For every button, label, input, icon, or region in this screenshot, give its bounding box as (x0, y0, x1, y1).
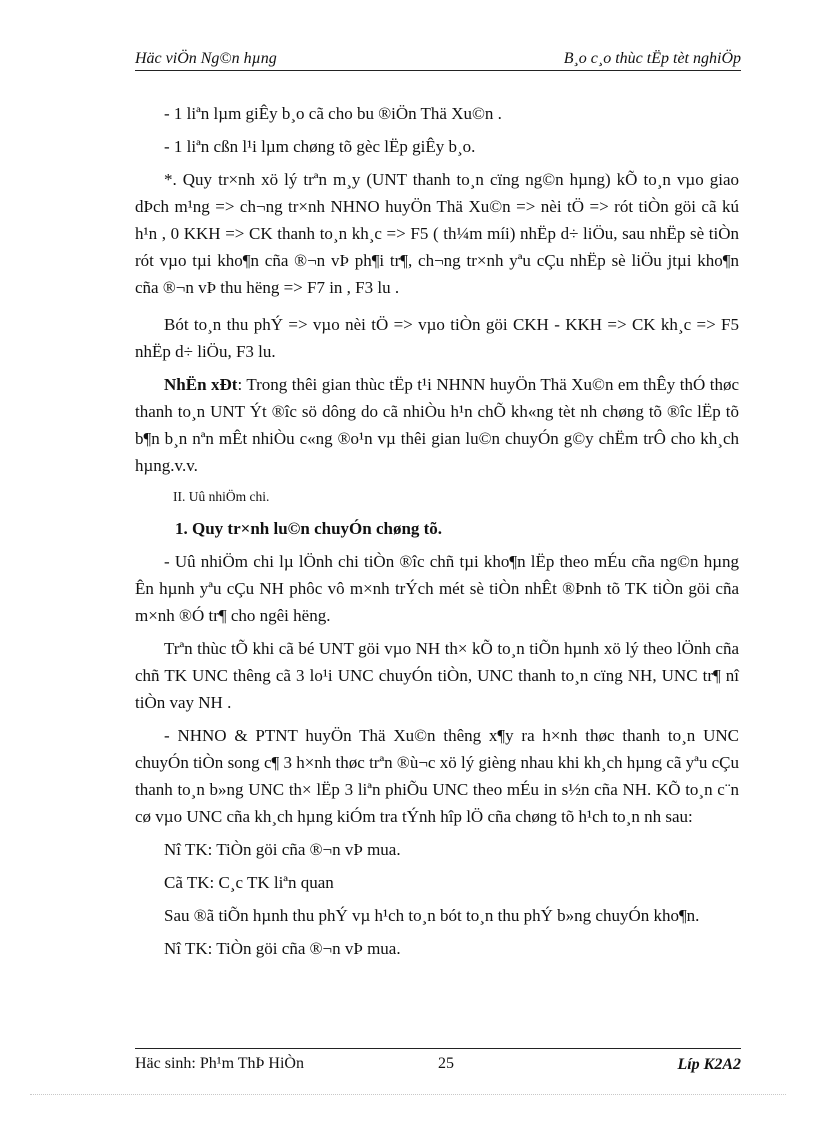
page-number: 25 (438, 1055, 454, 1072)
paragraph: Nî TK: TiÒn göi cña ®¬n vÞ mua. (164, 939, 401, 958)
subsection-heading: 1. Quy tr×nh lu©n chuyÓn chøng tõ. (175, 519, 443, 538)
footer-class: Líp K2A2 (677, 1056, 741, 1073)
section-heading: II. Uû nhiÖm chi. (173, 489, 270, 504)
paragraph: Cã TK: C¸c TK liªn quan (164, 873, 334, 892)
paragraph: - 1 liªn lµm giÊy b¸o cã cho bu ®iÖn Thä Xu©n . (164, 104, 502, 123)
page-divider (30, 1094, 786, 1095)
paragraph-remark (135, 371, 739, 479)
paragraph: Sau ®ã tiÕn hµnh thu phÝ vµ h¹ch to¸n bót to¸n thu phÝ b»ng chuyÓn kho¶n. (164, 906, 700, 925)
paragraph: Bót to¸n thu phÝ => vµo nèi tÖ => vµo tiÒn göi CKH - KKH => CK kh¸c => F5 nhËp d÷ liÖu, F3 lu. (135, 315, 739, 361)
page-body (135, 100, 739, 962)
page-header (135, 50, 741, 71)
page-footer (135, 1048, 741, 1077)
footer-student: Häc sinh: Ph¹m ThÞ HiÒn (135, 1055, 304, 1072)
paragraph: Trªn thùc tÕ khi cã bé UNT göi vµo NH th× kÕ to¸n tiÕn hµnh xö lý theo lÖnh cña chñ TK UNC thêng cã 3 lo¹i UNC chuyÓn tiÒn, UNC thanh to¸n cïng NH, UNC tr¶ nî tiÒn vay NH . (135, 639, 739, 712)
header-school: Häc viÖn Ng©n hµng (135, 50, 277, 67)
paragraph: *. Quy tr×nh xö lý trªn m¸y (UNT thanh to¸n cïng ng©n hµng) kÕ to¸n vµo giao dÞch m¹ng => ch¬ng tr×nh NHNO huyÖn Thä Xu©n => nèi tÖ => rót tiÒn göi cã kú h¹n , 0 KKH => CK thanh to¸n kh¸c => F5 ( th¼m míi) nhËp d÷ liÖu, sau nhËp sè tiÒn rót vµo tµi kho¶n cña ®¬n vÞ ph¶i tr¶, ch¬ng tr×nh yªu cÇu nhËp sè liÖu jtµi kho¶n cña ®¬n vÞ thu hëng => F7 in , F3 lu . (135, 170, 739, 297)
paragraph: - Uû nhiÖm chi lµ lÖnh chi tiÒn ®îc chñ tµi kho¶n lËp theo mÉu cña ng©n hµng Ên hµnh yªu cÇu NH phôc vô m×nh trÝch mét sè tiÒn nhÊt ®Þnh tõ TK tiÒn göi cña m×nh ®Ó tr¶ cho ngêi hëng. (135, 552, 739, 625)
paragraph: Nî TK: TiÒn göi cña ®¬n vÞ mua. (164, 840, 401, 859)
remark-text: : Trong thêi gian thùc tËp t¹i NHNN huyÖn Thä Xu©n em thÊy thÓ thøc thanh to¸n UNT Ýt ®îc sö dông do cã nhiÒu h¹n chÕ kh«ng tèt nh chøng tõ ®îc lËp tõ b¶n b¸n nªn mÊt nhiÒu c«ng ®o¹n vµ thêi gian lu©n chuyÓn g©y chËm trÔ cho kh¸ch hµng.v.v. (135, 375, 740, 475)
paragraph: - 1 liªn cßn l¹i lµm chøng tõ gèc lËp giÊy b¸o. (164, 137, 476, 156)
remark-label: NhËn xÐt (164, 375, 238, 394)
paragraph: - NHNO & PTNT huyÖn Thä Xu©n thêng x¶y ra h×nh thøc thanh to¸n UNC chuyÓn tiÒn song c¶ 3 h×nh thøc trªn ®ù¬c xö lý gièng nhau khi kh¸ch hµng cã yªu cÇu thanh to¸n b»ng UNC th× lËp 3 liªn phiÕu UNC theo mÉu in s½n cña NH. KÕ to¸n c¨n cø vµo UNC cña kh¸ch hµng kiÓm tra tÝnh hîp lÖ cña chøng tõ h¹ch to¸n nh sau: (135, 726, 739, 826)
header-report-title: B¸o c¸o thùc tËp tèt nghiÖp (563, 50, 741, 67)
